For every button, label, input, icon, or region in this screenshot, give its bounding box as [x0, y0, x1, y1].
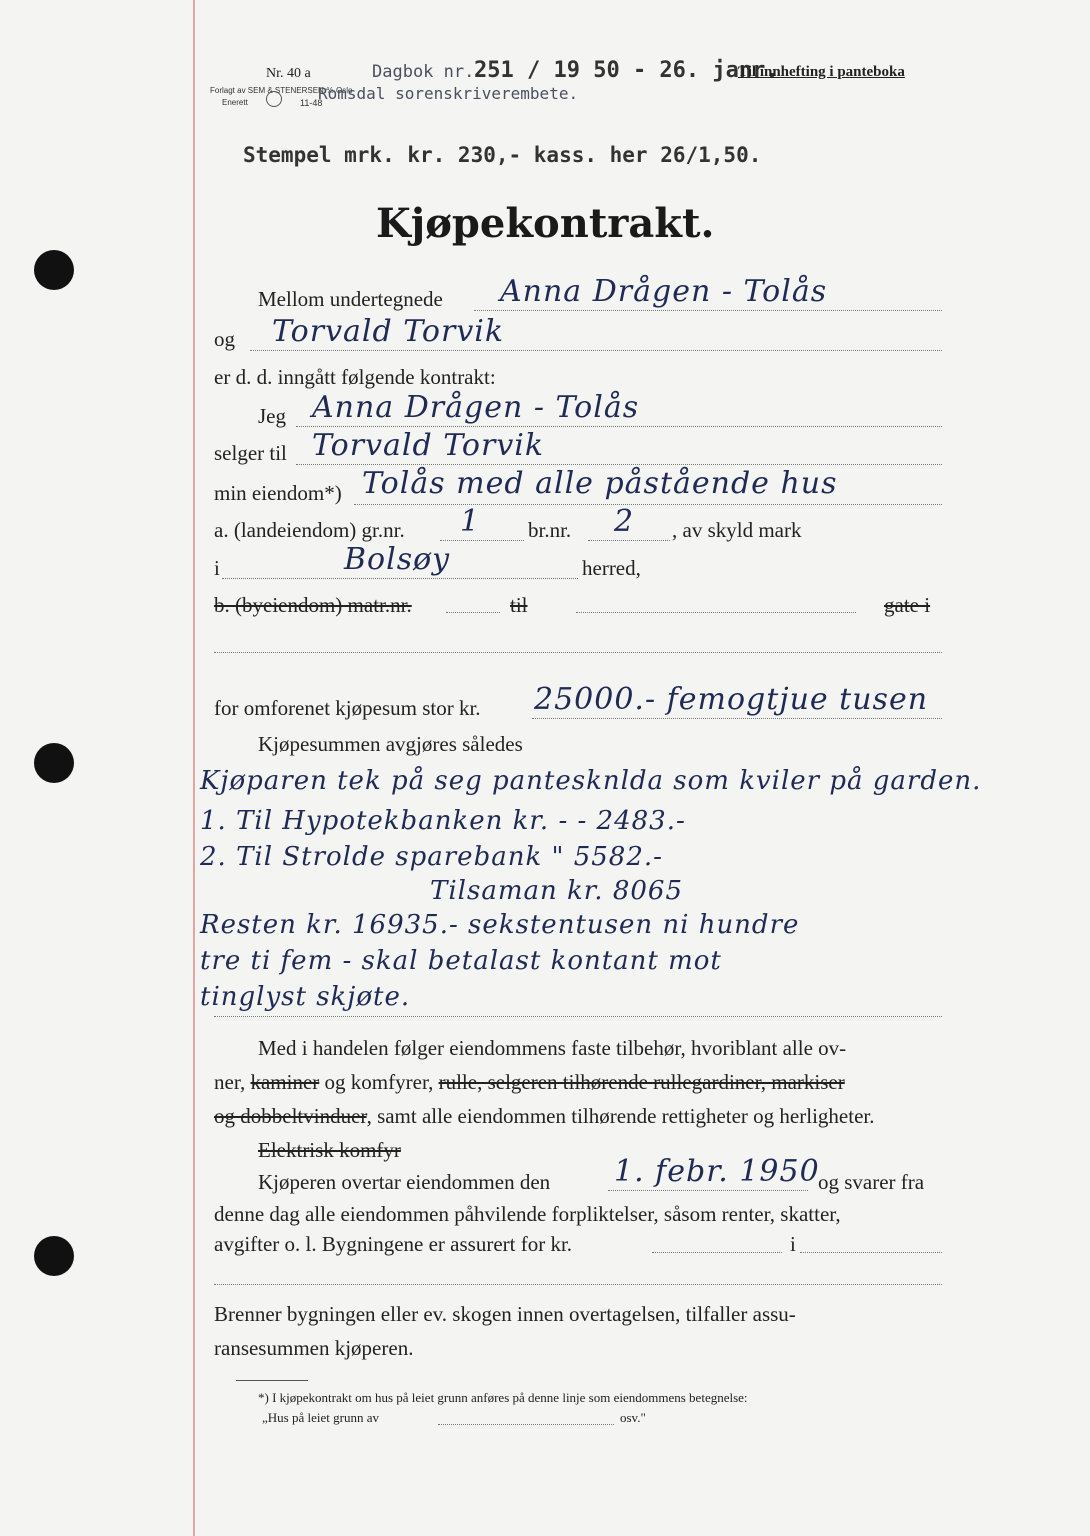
punch-hole	[34, 743, 74, 783]
publisher-line: Forlagt av SEM & STENERSEN ⅘ Oslo	[210, 86, 353, 95]
fill-line	[608, 1190, 808, 1191]
header-right: Til innhefting i panteboka	[738, 64, 905, 80]
fill-line	[474, 310, 942, 311]
tilbehor-line1: Med i handelen følger eiendommens faste tilbehør, hvoriblant alle ov-	[258, 1036, 847, 1060]
fill-line	[296, 426, 942, 427]
fill-line	[214, 1284, 942, 1285]
struck-rullegardiner: rulle, selgeren tilhørende rullegardiner, markiser	[438, 1070, 845, 1094]
fill-line	[250, 350, 942, 351]
fill-line	[446, 612, 500, 613]
terms-line: 2. Til Strolde sparebank " 5582.-	[200, 842, 663, 872]
kjopesum-value: 25000.- femogtjue tusen	[534, 682, 929, 717]
publisher-enerett: Enerett	[222, 98, 248, 107]
overtar-date: 1. febr. 1950	[614, 1154, 820, 1189]
i-label: i	[214, 556, 220, 580]
selger-label: selger til	[214, 441, 287, 465]
fill-line	[440, 540, 524, 541]
publisher-logo	[266, 91, 282, 107]
terms-line: tre ti fem - skal betalast kontant mot	[200, 946, 722, 976]
svarer-fra: og svarer fra	[818, 1170, 925, 1194]
gate-label: gate i	[884, 593, 931, 617]
punch-hole	[34, 1236, 74, 1276]
overtar-label: Kjøperen overtar eiendommen den	[258, 1170, 551, 1194]
brenner-line2: ransesummen kjøperen.	[214, 1336, 414, 1360]
footnote-divider	[236, 1380, 308, 1381]
struck-dobbeltvinduer: og dobbeltvinduer	[214, 1104, 367, 1128]
byeiendom-label: b. (byeiendom) matr.nr.	[214, 593, 412, 617]
fill-line	[532, 718, 942, 719]
office-stamp: Romsdal sorenskriverembete.	[318, 84, 579, 103]
terms-line: 1. Til Hypotekbanken kr. - - 2483.-	[200, 806, 686, 836]
jeg-label: Jeg	[258, 404, 286, 428]
terms-line: Kjøparen tek på seg pantesknlda som kviler på garden.	[200, 766, 982, 796]
brnr-value: 2	[614, 504, 635, 539]
og-label: og	[214, 327, 235, 351]
buyer-name: Torvald Torvik	[272, 314, 505, 349]
dagbok-number: 251 / 19 50 - 26. janr.	[474, 58, 779, 83]
avgjores-label: Kjøpesummen avgjøres således	[258, 732, 523, 756]
fill-line	[354, 504, 942, 505]
fill-line	[438, 1424, 614, 1425]
fill-line	[576, 612, 856, 613]
brenner-line1: Brenner bygningen eller ev. skogen innen overtagelsen, tilfaller assu-	[214, 1302, 796, 1326]
fill-line	[222, 578, 578, 579]
footnote-line2a: „Hus på leiet grunn av	[262, 1410, 379, 1425]
margin-line	[193, 0, 195, 1536]
footnote-line2b: osv."	[620, 1410, 646, 1425]
text-rettigheter: , samt alle eiendommen tilhørende rettigheter og herligheter.	[366, 1104, 875, 1128]
fill-line	[214, 652, 942, 653]
intro-text: er d. d. inngått følgende kontrakt:	[214, 365, 496, 389]
landeiendom-label: a. (landeiendom) gr.nr.	[214, 518, 405, 542]
publisher-code: 11-48	[300, 98, 323, 108]
assurert-i: i	[790, 1232, 796, 1256]
fill-line	[296, 464, 942, 465]
terms-line: tinglyst skjøte.	[200, 982, 411, 1012]
til-label: til	[510, 593, 528, 617]
grnr-value: 1	[460, 504, 481, 539]
tilbehor-line2	[214, 1070, 845, 1095]
seller-name: Anna Drågen - Tolås	[500, 274, 828, 309]
jeg-name: Anna Drågen - Tolås	[312, 390, 640, 425]
fill-line	[800, 1252, 942, 1253]
eiendom-label: min eiendom*)	[214, 481, 342, 505]
form-number: Nr. 40 a	[266, 66, 311, 81]
footnote-line1: *) I kjøpekontrakt om hus på leiet grunn anføres på denne linje som eiendommens betegnelse:	[258, 1390, 748, 1405]
fill-line	[214, 1016, 942, 1017]
tilbehor-line3	[214, 1104, 874, 1129]
punch-hole	[34, 250, 74, 290]
assurert-label: avgifter o. l. Bygningene er assurert for kr.	[214, 1232, 573, 1256]
mellom-label: Mellom undertegnede	[258, 287, 443, 311]
fill-line	[588, 540, 670, 541]
brnr-label: br.nr.	[528, 518, 572, 542]
eiendom-value: Tolås med alle påstående hus	[362, 466, 838, 501]
kjopesum-label: for omforenet kjøpesum stor kr.	[214, 696, 481, 720]
stamp-fee-line: Stempel mrk. kr. 230,- kass. her 26/1,50.	[243, 143, 762, 167]
terms-line: Tilsaman kr. 8065	[430, 876, 684, 906]
forpliktelser-line: denne dag alle eiendommen påhvilende forpliktelser, såsom renter, skatter,	[214, 1202, 841, 1226]
skyld-label: , av skyld mark	[672, 518, 802, 542]
herred-value: Bolsøy	[344, 542, 451, 577]
struck-elektrisk-komfyr: Elektrisk komfyr	[258, 1138, 401, 1162]
struck-kaminer: kaminer	[250, 1070, 320, 1094]
text-ner: ner,	[214, 1070, 246, 1094]
selger-name: Torvald Torvik	[312, 428, 545, 463]
terms-line: Resten kr. 16935.- sekstentusen ni hundre	[200, 910, 800, 940]
fill-line	[652, 1252, 782, 1253]
dagbok-label: Dagbok nr.	[372, 62, 475, 82]
document-title: Kjøpekontrakt.	[376, 200, 715, 247]
text-komfyrer: og komfyrer,	[324, 1070, 434, 1094]
herred-label: herred,	[582, 556, 641, 580]
